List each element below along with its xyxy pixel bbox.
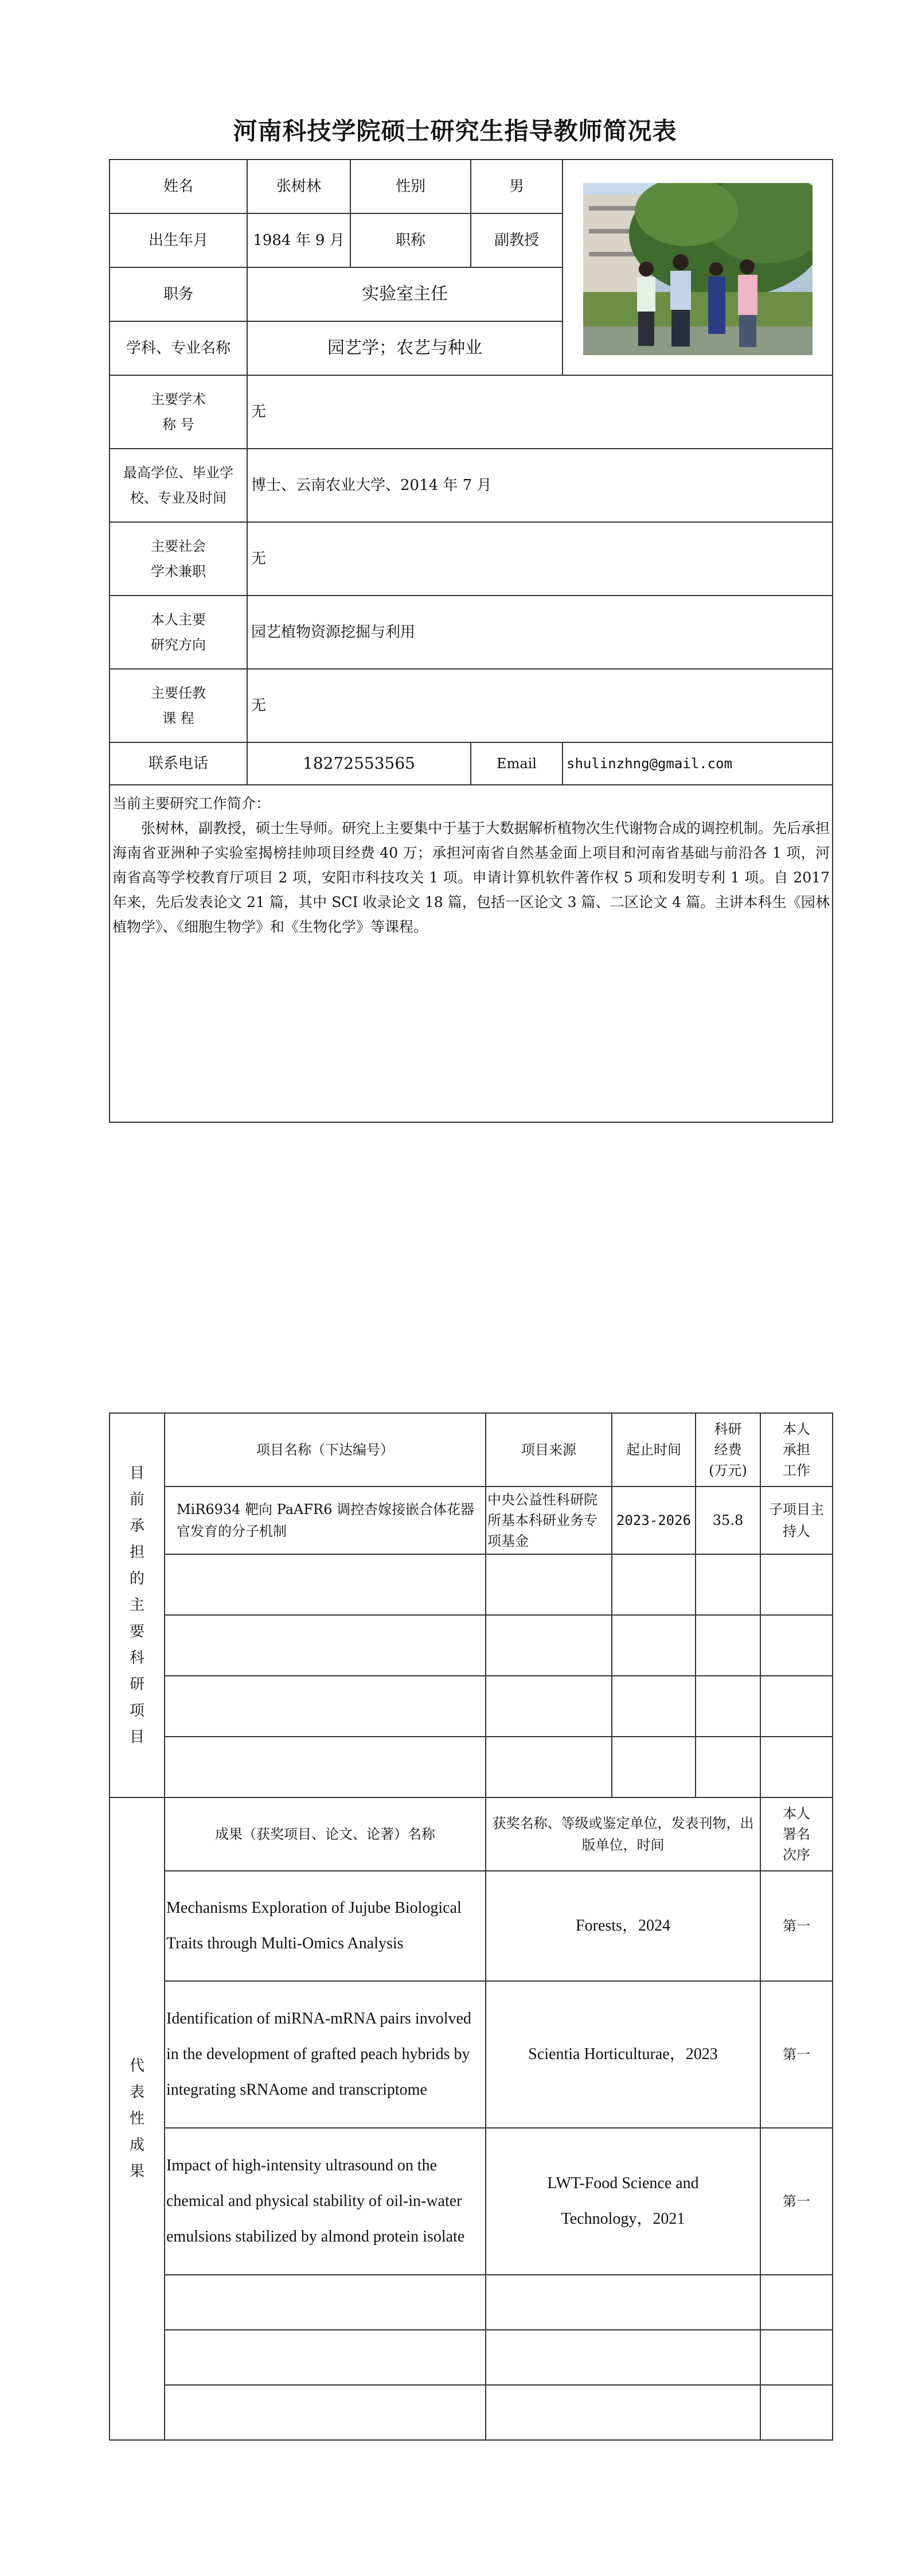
project-name: MiR6934 靶向 PaAFR6 调控杏嫁接嵌合体花器官发育的分子机制	[165, 1487, 486, 1554]
email-value: shulinzhng@gmail.com	[563, 742, 833, 785]
achievement-order-header: 本人 署名 次序	[760, 1797, 833, 1871]
research-value: 园艺植物资源挖掘与利用	[247, 596, 833, 669]
research-label: 本人主要 研究方向	[110, 596, 247, 669]
table-row	[110, 1615, 833, 1676]
name-value: 张树林	[247, 159, 350, 213]
table-row	[110, 1554, 833, 1615]
research-summary	[110, 785, 833, 1122]
post-label: 职务	[110, 267, 247, 321]
achievement-title-header: 成果（获奖项目、论文、论著）名称	[165, 1797, 486, 1871]
gender-label: 性别	[350, 159, 471, 213]
project-funding: 35.8	[696, 1487, 760, 1554]
project-name-header: 项目名称（下达编号）	[165, 1413, 486, 1487]
table-row	[110, 1487, 833, 1554]
achievement-title: Mechanisms Exploration of Jujube Biological Traits through Multi-Omics Analysis	[165, 1871, 486, 1981]
birth-label: 出生年月	[110, 213, 247, 267]
achievement-venue: LWT-Food Science and Technology，2021	[486, 2128, 760, 2275]
rank-value: 副教授	[471, 213, 563, 267]
achievement-order: 第一	[760, 1871, 833, 1981]
courses-value: 无	[247, 669, 833, 742]
email-label: Email	[471, 742, 563, 785]
achievement-title: Identification of miRNA-mRNA pairs involved in the development of grafted peach hybrids by integrating sRNAome and transcriptome	[165, 1981, 486, 2128]
achievement-venue-header: 获奖名称、等级或鉴定单位，发表刊物，出版单位，时间	[486, 1797, 760, 1871]
social-value: 无	[247, 522, 833, 596]
summary-body: 张树林，副教授，硕士生导师。研究上主要集中于基于大数据解析植物次生代谢物合成的调控机制。先后承担海南省亚洲种子实验室揭榜挂帅项目经费 40 万；承担河南省自然基金面上项目和河南省基础与前沿各 1 项，河南省高等学校教育厅项目 2 项，安阳市科技攻关 1 项。申请计算机软件著作权 5 项和发明专利 1 项。自 2017 年来，先后发表论文 21 篇，其中 SCI 收录论文 18 篇，包括一区论文 3 篇、二区论文 4 篇。主讲本科生《园林植物学》、《细胞生物学》和《生物化学》等课程。	[112, 820, 830, 935]
table-row	[110, 1981, 833, 2128]
profile-table	[109, 159, 833, 1123]
table-row	[110, 1676, 833, 1737]
name-label: 姓名	[110, 159, 247, 213]
photo-cell	[563, 159, 833, 375]
table-row	[110, 1871, 833, 1981]
achievement-order: 第一	[760, 2128, 833, 2275]
portrait-photo	[583, 183, 813, 355]
summary-heading: 当前主要研究工作简介：	[112, 795, 271, 812]
page-title: 河南科技学院硕士研究生指导教师简况表	[233, 117, 677, 145]
achievement-venue: Scientia Horticulturae，2023	[486, 1981, 760, 2128]
projects-side-label: 目 前 承 担 的 主 要 科 研 项 目	[110, 1413, 165, 1797]
achievement-venue: Forests，2024	[486, 1871, 760, 1981]
academic-title-label: 主要学术 称 号	[110, 375, 247, 449]
project-period-header: 起止时间	[612, 1413, 696, 1487]
degree-value: 博士、云南农业大学、2014 年 7 月	[247, 449, 833, 522]
discipline-label: 学科、专业名称	[110, 321, 247, 375]
achievement-order: 第一	[760, 1981, 833, 2128]
table-row	[110, 2385, 833, 2440]
achievement-title: Impact of high-intensity ultrasound on the chemical and physical stability of oil-in-water emulsions stabilized by almond protein isolate	[165, 2128, 486, 2275]
project-period: 2023-2026	[612, 1487, 696, 1554]
rank-label: 职称	[350, 213, 471, 267]
post-value: 实验室主任	[247, 267, 563, 321]
project-role: 子项目主持人	[760, 1487, 833, 1554]
academic-title-value: 无	[247, 375, 833, 449]
table-row	[110, 2275, 833, 2330]
achievements-side-label: 代 表 性 成 果	[110, 1797, 165, 2440]
table-row	[110, 1737, 833, 1797]
gender-value: 男	[471, 159, 563, 213]
project-role-header: 本人 承担 工作	[760, 1413, 833, 1487]
birth-value: 1984 年 9 月	[247, 213, 350, 267]
degree-label: 最高学位、毕业学 校、专业及时间	[110, 449, 247, 522]
social-label: 主要社会 学术兼职	[110, 522, 247, 596]
research-table	[109, 1412, 833, 2441]
project-funding-header: 科研 经费 (万元)	[696, 1413, 760, 1487]
courses-label: 主要任教 课 程	[110, 669, 247, 742]
discipline-value: 园艺学；农艺与种业	[247, 321, 563, 375]
phone-value: 18272553565	[247, 742, 471, 785]
phone-label: 联系电话	[110, 742, 247, 785]
project-source: 中央公益性科研院所基本科研业务专项基金	[486, 1487, 612, 1554]
table-row	[110, 2128, 833, 2275]
project-source-header: 项目来源	[486, 1413, 612, 1487]
table-row	[110, 2330, 833, 2385]
